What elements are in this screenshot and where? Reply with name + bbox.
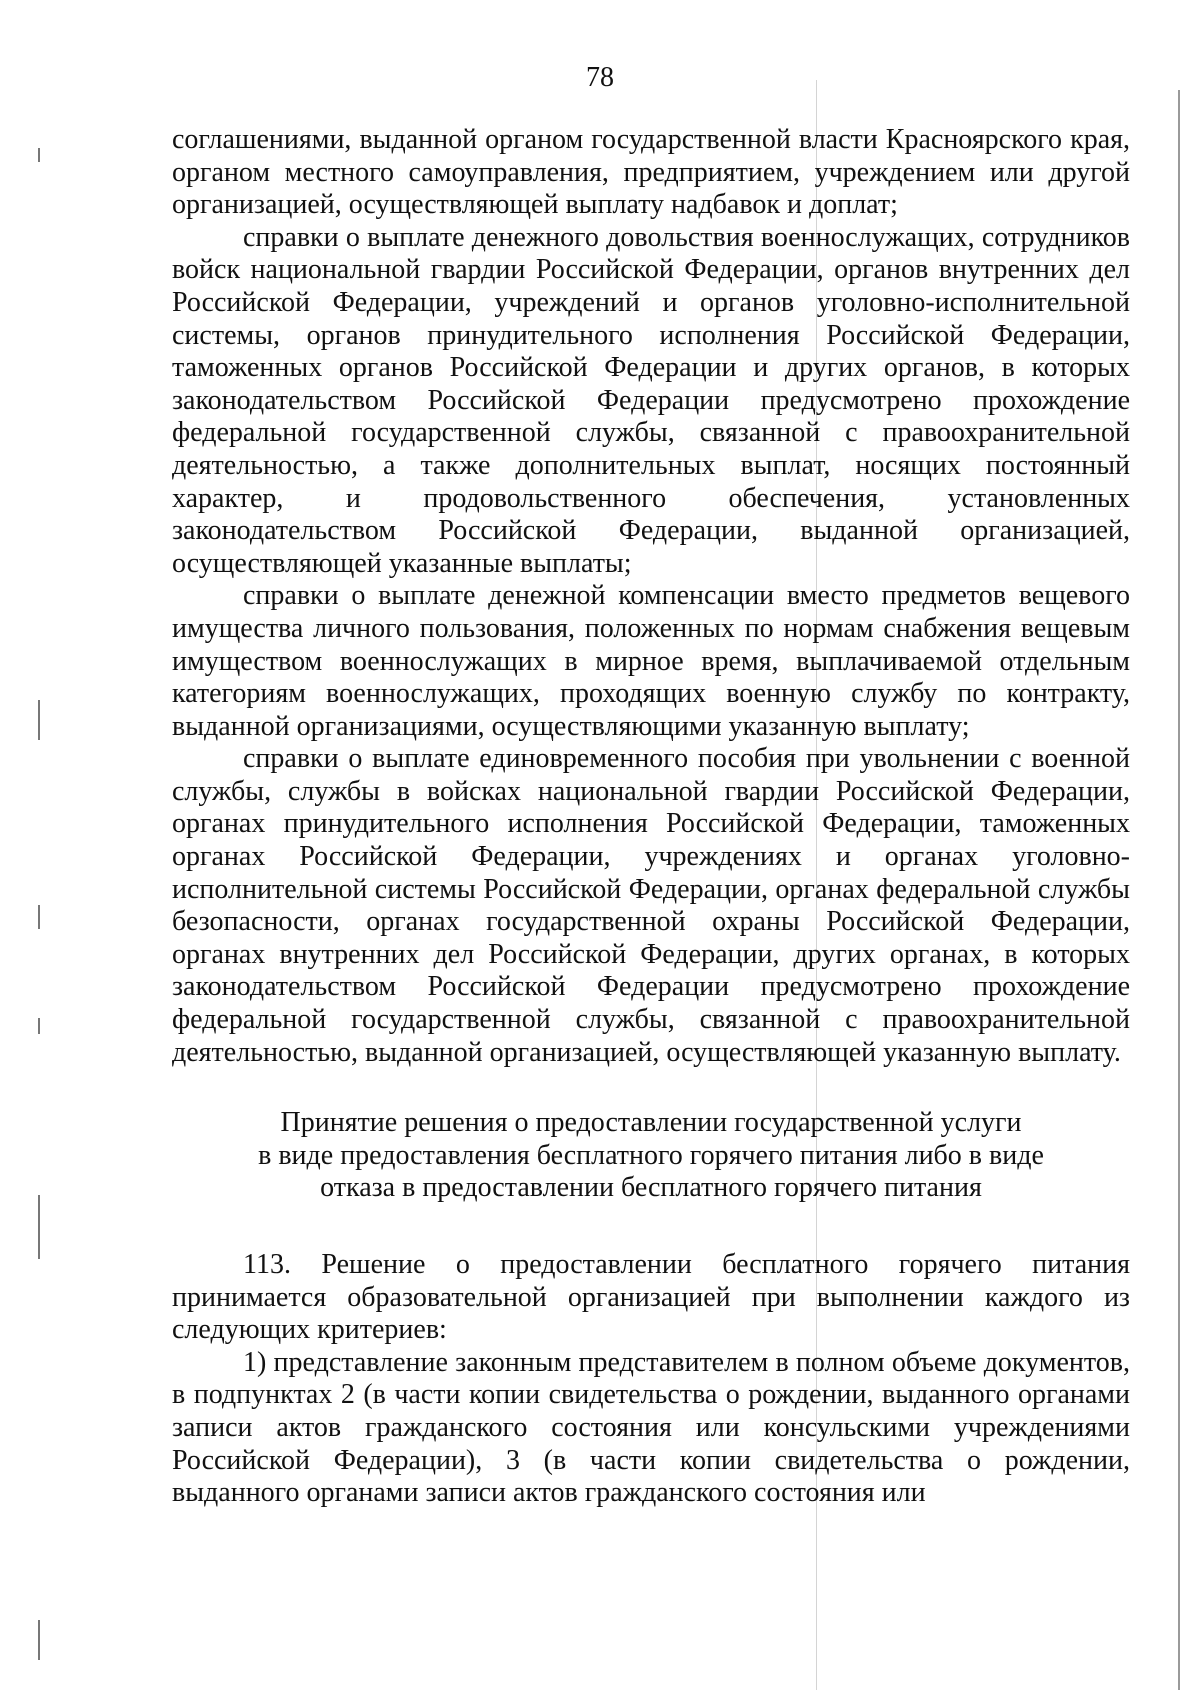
clause-113-item-1: 1) представление законным представителем в полном объеме документов, в подпунктах 2 (в части копии свидетельства о рождении, выданного органами записи актов гражданского состояния или консульскими учреждениями Российской Федерации), 3 (в части копии свидетельства о рождении, выданного органами записи актов гражданского состояния или — [172, 1346, 1130, 1509]
scan-left-mark — [38, 700, 40, 740]
page-number: 78 — [586, 62, 614, 93]
paragraph-continuation: соглашениями, выданной органом государственной власти Красноярского края, органом местного самоуправления, предприятием, учреждением или другой организацией, осуществляющей выплату надбавок и доплат; — [172, 124, 1130, 221]
scan-left-mark — [38, 1195, 40, 1259]
section-heading — [172, 1107, 1130, 1205]
scan-left-mark — [38, 905, 40, 929]
section-heading-line: Принятие решения о предоставлении государственной услуги — [280, 1107, 1022, 1139]
scan-right-edge — [1178, 90, 1180, 1690]
section-heading-line: отказа в предоставлении бесплатного горячего питания — [320, 1172, 982, 1204]
document-body — [172, 124, 1130, 1510]
paragraph-allowance-certificate: справки о выплате единовременного пособия при увольнении с военной службы, службы в войсках национальной гвардии Российской Федерации, органах принудительного исполнения Российской Федерации, таможенных органах Российской Федерации, учреждениях и органах уголовно-исполнительной системы Российской Федерации, органах федеральной службы безопасности, органах государственной охраны Российской Федерации, органах внутренних дел Российской Федерации, других органах, в которых законодательством Российской Федерации предусмотрено прохождение федеральной государственной службы, связанной с правоохранительной деятельностью, выданной организацией, осуществляющей указанную выплату. — [172, 743, 1130, 1068]
paragraph-salary-certificate: справки о выплате денежного довольствия военнослужащих, сотрудников войск национальной гвардии Российской Федерации, органов внутренних дел Российской Федерации, учреждений и органов уголовно-исполнительной системы, органов принудительного исполнения Российской Федерации, таможенных органов Российской Федерации и других органов, в которых законодательством Российской Федерации предусмотрено прохождение федеральной государственной службы, связанной с правоохранительной деятельностью, а также дополнительных выплат, носящих постоянный характер, и продовольственного обеспечения, установленных законодательством Российской Федерации, выданной организацией, осуществляющей указанные выплаты; — [172, 221, 1130, 579]
clause-113: 113. Решение о предоставлении бесплатного горячего питания принимается образовательной организацией при выполнении каждого из следующих критериев: — [172, 1249, 1130, 1346]
scan-left-mark — [38, 148, 40, 162]
paragraph-compensation-certificate: справки о выплате денежной компенсации вместо предметов вещевого имущества личного пользования, положенных по нормам снабжения вещевым имуществом военнослужащих в мирное время, выплачиваемой отдельным категориям военнослужащих, проходящих военную службу по контракту, выданной организациями, осуществляющими указанную выплату; — [172, 580, 1130, 742]
scan-left-mark — [38, 1018, 40, 1034]
scan-left-mark — [38, 1620, 40, 1660]
section-heading-line: в виде предоставления бесплатного горячего питания либо в виде — [258, 1139, 1044, 1171]
